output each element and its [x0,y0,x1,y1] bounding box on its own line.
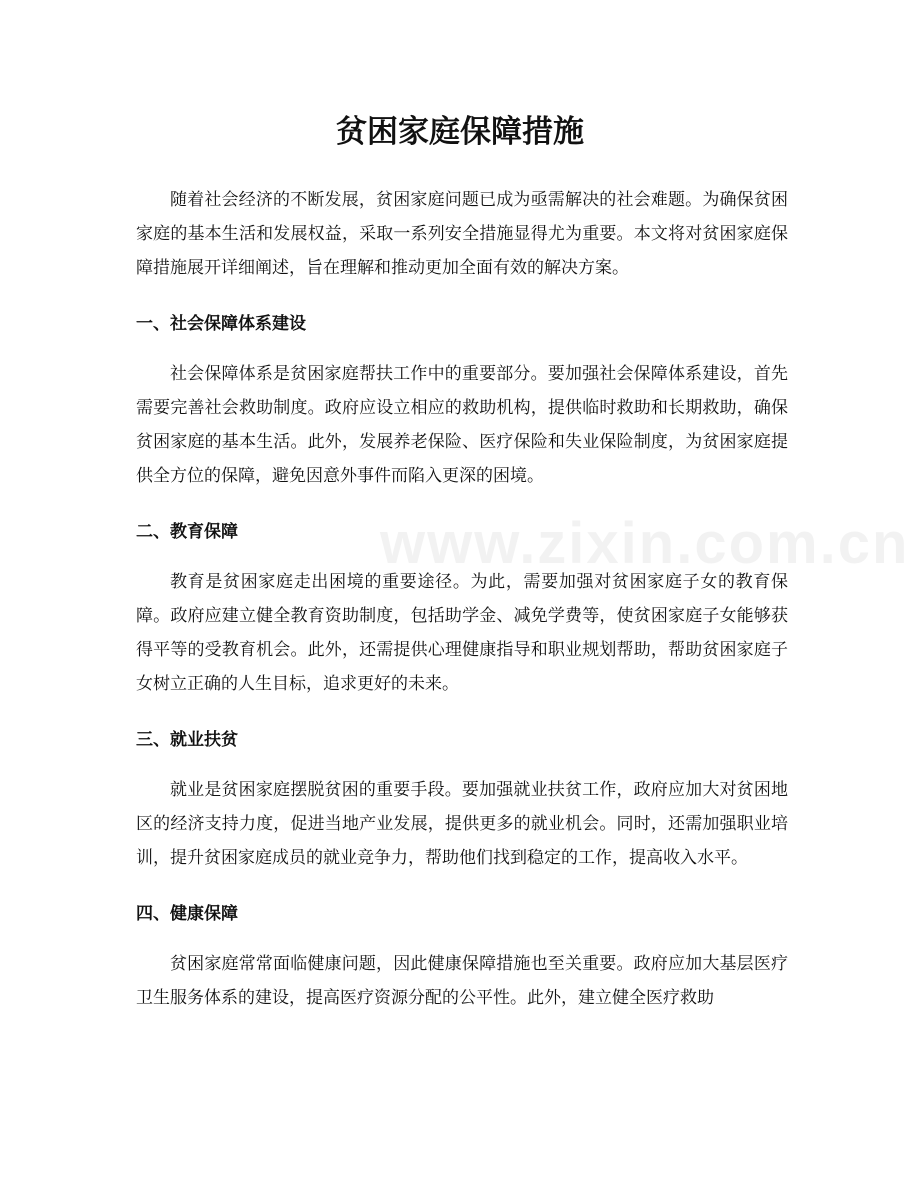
section-body-employment: 就业是贫困家庭摆脱贫困的重要手段。要加强就业扶贫工作，政府应加大对贫困地区的经济支持力度，促进当地产业发展，提供更多的就业机会。同时，还需加强职业培训，提升贫困家庭成员的就业竞争力，帮助他们找到稳定的工作，提高收入水平。 [136,780,788,868]
watermark: www.zixin.com.cn [380,511,910,576]
section-heading-employment: 三、就业扶贫 [136,730,238,750]
intro-paragraph: 随着社会经济的不断发展，贫困家庭问题已成为亟需解决的社会难题。为确保贫困家庭的基本生活和发展权益，采取一系列安全措施显得尤为重要。本文将对贫困家庭保障措施展开详细阐述，旨在理解和推动更加全面有效的解决方案。 [136,190,788,278]
document-body [136,183,788,1015]
section-body-health: 贫困家庭常常面临健康问题，因此健康保障措施也至关重要。政府应加大基层医疗卫生服务体系的建设，提高医疗资源分配的公平性。此外，建立健全医疗救助 [136,954,788,1008]
section-heading-health: 四、健康保障 [136,904,238,924]
section-body-social-security: 社会保障体系是贫困家庭帮扶工作中的重要部分。要加强社会保障体系建设，首先需要完善社会救助制度。政府应设立相应的救助机构，提供临时救助和长期救助，确保贫困家庭的基本生活。此外，发展养老保险、医疗保险和失业保险制度，为贫困家庭提供全方位的保障，避免因意外事件而陷入更深的困境。 [136,364,788,486]
section-heading-social-security: 一、社会保障体系建设 [136,314,306,334]
section-heading-education: 二、教育保障 [136,522,238,542]
document-title: 贫困家庭保障措施 [336,114,584,150]
section-body-education: 教育是贫困家庭走出困境的重要途径。为此，需要加强对贫困家庭子女的教育保障。政府应建立健全教育资助制度，包括助学金、减免学费等，使贫困家庭子女能够获得平等的受教育机会。此外，还需提供心理健康指导和职业规划帮助，帮助贫困家庭子女树立正确的人生目标，追求更好的未来。 [136,572,788,694]
